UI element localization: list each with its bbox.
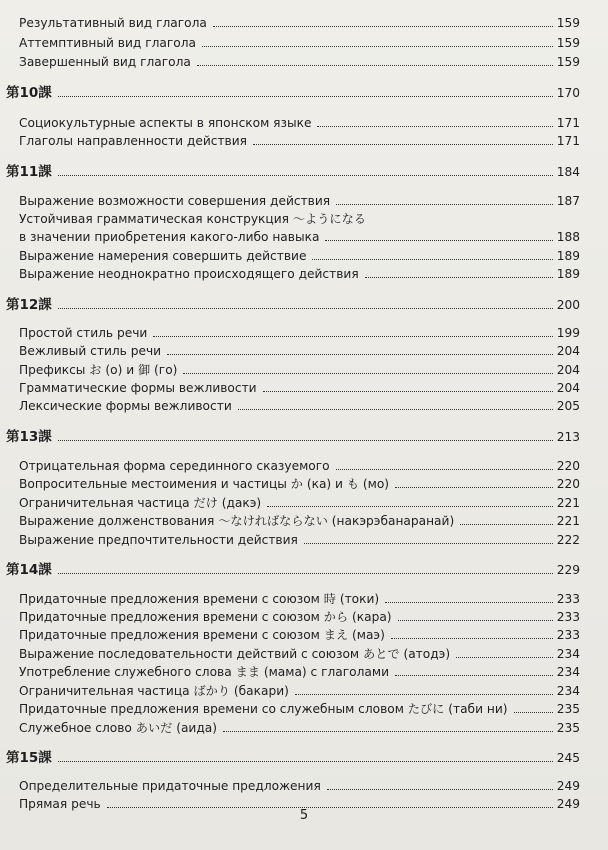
dot-leader: [391, 638, 553, 639]
toc-entry: [19, 696, 580, 716]
toc-entry: [19, 471, 580, 491]
page-ref: 235: [556, 721, 580, 735]
dot-leader: [312, 259, 552, 260]
page-ref: 159: [556, 55, 580, 69]
toc-entry: [19, 622, 580, 642]
page-ref: 221: [556, 514, 580, 528]
toc-entry: [19, 527, 580, 547]
toc-lesson-heading: [6, 80, 580, 100]
page-ref: 220: [556, 459, 580, 473]
toc-entry: [19, 10, 580, 30]
entry-title: Префиксы お (о) и 御 (го): [19, 363, 178, 377]
toc-entry: [19, 243, 580, 263]
toc-entry: [19, 320, 580, 340]
dot-leader: [202, 46, 553, 47]
toc-entry: [19, 188, 580, 208]
toc-lesson-heading: [6, 424, 580, 444]
toc-lesson-heading: [6, 159, 580, 179]
page-number: 5: [299, 808, 309, 823]
toc-lesson-heading: [6, 557, 580, 577]
toc-entry: [19, 30, 580, 50]
dot-leader: [213, 26, 553, 27]
dot-leader: [295, 694, 553, 695]
lesson-title: 第10課: [6, 85, 52, 101]
entry-title: Придаточные предложения времени с союзом 時 (токи): [19, 592, 380, 606]
toc-entry: [19, 128, 580, 148]
lesson-title: 第13課: [6, 429, 52, 445]
entry-title: Выражение предпочтительности действия: [19, 533, 298, 547]
toc-entry: [19, 490, 580, 510]
dot-leader: [238, 409, 553, 410]
entry-title: Служебное слово あいだ (аида): [19, 721, 217, 735]
dot-leader: [58, 96, 553, 97]
page-ref: 229: [556, 563, 580, 577]
page-ref: 184: [556, 165, 580, 179]
entry-title: Простой стиль речи: [19, 326, 148, 340]
toc-entry: [19, 604, 580, 624]
toc-entry: [19, 261, 580, 281]
dot-leader: [58, 573, 553, 574]
toc-lesson-heading: [6, 292, 580, 312]
entry-title: Ограничительная частица だけ (дакэ): [19, 496, 262, 510]
dot-leader: [153, 336, 552, 337]
page-ref: 159: [556, 36, 580, 50]
dot-leader: [197, 65, 553, 66]
page-ref: 213: [556, 430, 580, 444]
toc-entry: [19, 453, 580, 473]
page-ref: 189: [556, 249, 580, 263]
dot-leader: [267, 506, 553, 507]
toc-lesson-heading: [6, 745, 580, 765]
toc-entry: [19, 338, 580, 358]
page-ref: 222: [556, 533, 580, 547]
dot-leader: [398, 620, 553, 621]
page-ref: 249: [556, 797, 580, 811]
dot-leader: [460, 524, 553, 525]
toc-entry: [19, 678, 580, 698]
page-ref: 249: [556, 779, 580, 793]
entry-title: Вопросительные местоимения и частицы か (ка) и も (мо): [19, 477, 390, 491]
dot-leader: [58, 308, 553, 309]
entry-title: в значении приобретения какого-либо навыка: [19, 230, 320, 244]
entry-title: Прямая речь: [19, 797, 101, 811]
lesson-title: 第14課: [6, 562, 52, 578]
toc-entry: [19, 586, 580, 606]
entry-title: Завершенный вид глагола: [19, 55, 191, 69]
page-ref: 204: [556, 381, 580, 395]
page-ref: 234: [556, 665, 580, 679]
entry-title: Выражение последовательности действий с союзом あとで (атодэ): [19, 647, 451, 661]
dot-leader: [336, 469, 553, 470]
entry-title: Грамматические формы вежливости: [19, 381, 257, 395]
toc-entry: [19, 773, 580, 793]
entry-title: Социокультурные аспекты в японском языке: [19, 116, 312, 130]
dot-leader: [317, 126, 552, 127]
dot-leader: [263, 391, 553, 392]
entry-title: Определительные придаточные предложения: [19, 779, 321, 793]
toc-entry: [19, 375, 580, 395]
page-ref: 170: [556, 86, 580, 100]
page-ref: 171: [556, 134, 580, 148]
toc-entry-continued: Устойчивая грамматическая конструкция ～ようになる: [19, 212, 366, 226]
page-ref: 221: [556, 496, 580, 510]
entry-title: Выражение неоднократно происходящего действия: [19, 267, 359, 281]
page-ref: 235: [556, 702, 580, 716]
toc-entry: [19, 659, 580, 679]
dot-leader: [395, 675, 553, 676]
dot-leader: [167, 354, 553, 355]
entry-title: Выражение долженствования ～なければならない (накэрэбанаранай): [19, 514, 455, 528]
page-ref: 234: [556, 684, 580, 698]
dot-leader: [395, 487, 553, 488]
entry-title: Отрицательная форма серединного сказуемого: [19, 459, 330, 473]
entry-title: Придаточные предложения времени со служебным словом たびに (таби ни): [19, 702, 508, 716]
dot-leader: [58, 175, 553, 176]
page-ref: 245: [556, 751, 580, 765]
entry-title: Употребление служебного слова まま (мама) с глаголами: [19, 665, 390, 679]
entry-title: Аттемптивный вид глагола: [19, 36, 196, 50]
entry-title: Выражение возможности совершения действия: [19, 194, 331, 208]
dot-leader: [456, 657, 553, 658]
page-ref: 199: [556, 326, 580, 340]
page-ref: 204: [556, 344, 580, 358]
lesson-title: 第15課: [6, 750, 52, 766]
dot-leader: [183, 373, 552, 374]
entry-title: Выражение намерения совершить действие: [19, 249, 307, 263]
page-ref: 188: [556, 230, 580, 244]
page-ref: 233: [556, 610, 580, 624]
toc-entry: [19, 641, 580, 661]
dot-leader: [385, 602, 553, 603]
toc-entry: [19, 393, 580, 413]
lesson-title: 第11課: [6, 164, 52, 180]
toc-entry: [19, 508, 580, 528]
entry-title: Ограничительная частица ばかり (бакари): [19, 684, 289, 698]
page-ref: 171: [556, 116, 580, 130]
dot-leader: [304, 543, 553, 544]
page-ref: 204: [556, 363, 580, 377]
toc-entry: [19, 224, 580, 244]
toc-entry: [19, 715, 580, 735]
toc-entry: [19, 49, 580, 69]
entry-title: Придаточные предложения времени с союзом から (кара): [19, 610, 392, 624]
entry-title: Результативный вид глагола: [19, 16, 207, 30]
toc-entry: [19, 110, 580, 130]
toc-entry: [19, 357, 580, 377]
page-ref: 200: [556, 298, 580, 312]
page-ref: 187: [556, 194, 580, 208]
dot-leader: [336, 204, 553, 205]
page-ref: 189: [556, 267, 580, 281]
dot-leader: [365, 277, 553, 278]
dot-leader: [514, 712, 553, 713]
page-ref: 220: [556, 477, 580, 491]
entry-title: Вежливый стиль речи: [19, 344, 162, 358]
entry-title: Глаголы направленности действия: [19, 134, 247, 148]
dot-leader: [223, 731, 553, 732]
dot-leader: [327, 789, 553, 790]
page-ref: 233: [556, 628, 580, 642]
page-ref: 233: [556, 592, 580, 606]
dot-leader: [58, 440, 553, 441]
page-ref: 234: [556, 647, 580, 661]
dot-leader: [325, 240, 552, 241]
entry-title: Лексические формы вежливости: [19, 399, 232, 413]
dot-leader: [253, 144, 553, 145]
lesson-title: 第12課: [6, 297, 52, 313]
entry-title: Придаточные предложения времени с союзом まえ (маэ): [19, 628, 385, 642]
page-ref: 205: [556, 399, 580, 413]
dot-leader: [58, 761, 553, 762]
page-ref: 159: [556, 16, 580, 30]
